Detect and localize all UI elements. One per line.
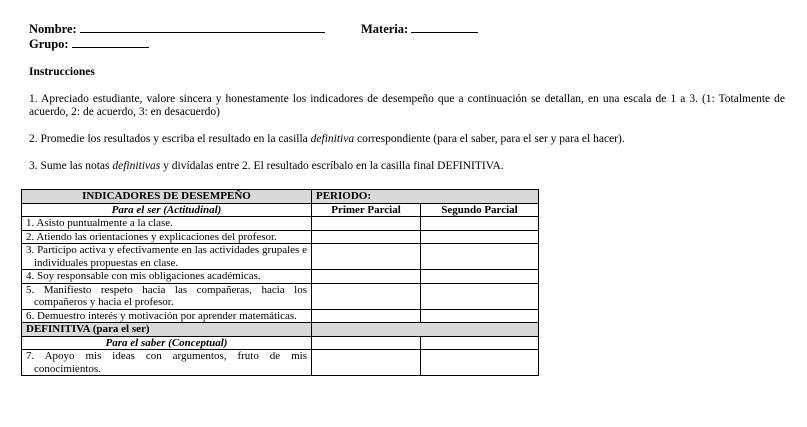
section-ser-row [22, 203, 539, 217]
instruction-3 [29, 160, 789, 173]
instructions-title: Instrucciones [29, 66, 95, 78]
instruction-3-emphasis: definitivas [112, 160, 161, 172]
materia-line[interactable] [411, 21, 478, 33]
indicator-4: 4. Soy responsable con mis obligaciones académicas. [22, 270, 312, 284]
grade-cell-segundo[interactable] [421, 270, 539, 284]
table-row [22, 283, 539, 309]
instruction-1 [29, 93, 785, 119]
table-row [22, 230, 539, 244]
indicator-5: 5. Manifiesto respeto hacia las compañeras, hacia los compañeros y hacia el profesor. [22, 283, 312, 309]
grade-cell-primer[interactable] [312, 244, 421, 270]
indicator-3: 3. Participo activa y efectivamente en las actividades grupales e individuales propuestas en clase. [22, 244, 312, 270]
indicator-2: 2. Atiendo las orientaciones y explicaciones del profesor. [22, 230, 312, 244]
grupo-line[interactable] [72, 36, 149, 48]
grade-cell-primer[interactable] [312, 350, 421, 376]
nombre-line[interactable] [80, 21, 325, 33]
grade-cell-segundo[interactable] [421, 350, 539, 376]
grade-cell-primer[interactable] [312, 217, 421, 231]
table-row [22, 350, 539, 376]
instruction-2-text-b: correspondiente (para el saber, para el ser y para el hacer). [354, 133, 625, 145]
indicator-6: 6. Demuestro interés y motivación por aprender matemáticas. [22, 309, 312, 323]
indicator-1: 1. Asisto puntualmente a la clase. [22, 217, 312, 231]
section-saber-title: Para el saber (Conceptual) [22, 336, 312, 350]
table-row [22, 244, 539, 270]
indicator-7: 7. Apoyo mis ideas con argumentos, fruto de mis conocimientos. [22, 350, 312, 376]
definitiva-ser-row [22, 323, 539, 337]
table-row [22, 217, 539, 231]
definitiva-ser-cell[interactable] [312, 323, 539, 337]
nombre-label: Nombre: [29, 22, 77, 36]
grade-cell-primer[interactable] [312, 309, 421, 323]
table-row [22, 270, 539, 284]
instruction-3-text-b: y divídalas entre 2. El resultado escríbalo en la casilla final DEFINITIVA. [160, 160, 504, 172]
table-row [22, 309, 539, 323]
instruction-3-text-a: 3. Sume las notas [29, 160, 113, 172]
grade-cell-primer[interactable] [312, 283, 421, 309]
table-header-row [22, 190, 539, 204]
section-saber-row [22, 336, 539, 350]
grade-cell-segundo[interactable] [421, 217, 539, 231]
grupo-field[interactable] [29, 36, 149, 52]
definitiva-ser-label: DEFINITIVA (para el ser) [22, 323, 312, 337]
grade-cell-segundo[interactable] [421, 244, 539, 270]
instruction-1-text: 1. Apreciado estudiante, valore sincera y honestamente los indicadores de desempeño que a continuación se detallan, en una escala de 1 a 3. (1: Totalmente de acuerdo, 2: de acuerdo, 3: en desacuerdo) [29, 93, 785, 118]
grade-cell-segundo[interactable] [421, 336, 539, 350]
instruction-2-text-a: 2. Promedie los resultados y escriba el resultado en la casilla [29, 133, 311, 145]
grupo-label: Grupo: [29, 37, 69, 51]
periodo-header: PERIODO: [312, 190, 539, 204]
grade-cell-segundo[interactable] [421, 309, 539, 323]
instruction-2-emphasis: definitiva [310, 133, 355, 145]
grade-cell-segundo[interactable] [421, 283, 539, 309]
grade-cell-primer[interactable] [312, 230, 421, 244]
materia-label: Materia: [361, 22, 409, 36]
indicators-table [21, 189, 539, 376]
nombre-field[interactable] [29, 21, 325, 37]
primer-parcial-header: Primer Parcial [312, 203, 421, 217]
grade-cell-primer[interactable] [312, 336, 421, 350]
instruction-2 [29, 133, 789, 146]
section-ser-title: Para el ser (Actitudinal) [22, 203, 312, 217]
segundo-parcial-header: Segundo Parcial [421, 203, 539, 217]
indicators-header: INDICADORES DE DESEMPEÑO [22, 190, 312, 204]
grade-cell-primer[interactable] [312, 270, 421, 284]
materia-field[interactable] [361, 21, 478, 37]
grade-cell-segundo[interactable] [421, 230, 539, 244]
